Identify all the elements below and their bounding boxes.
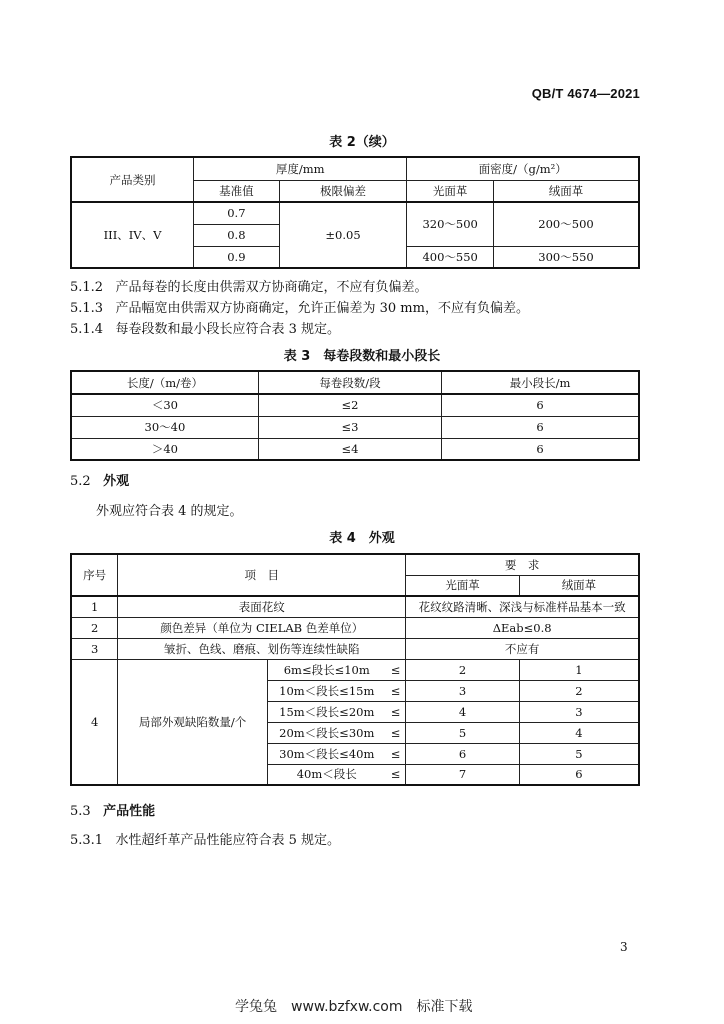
- count-suede: 2: [519, 680, 639, 701]
- table-row: [71, 394, 639, 416]
- footer-tagline: 标准下载: [416, 999, 473, 1015]
- count-smooth: 5: [406, 722, 520, 743]
- length-range: 30m＜段长≤40m: [267, 743, 386, 764]
- cell: ≤2: [258, 394, 441, 416]
- cell: 6: [442, 416, 639, 438]
- clause-text: 每卷段数和最小段长应符合表 3 规定。: [115, 322, 341, 337]
- table-row: [71, 438, 639, 460]
- clause-5-1-3: [70, 297, 529, 316]
- base-value: 0.7: [194, 202, 280, 224]
- clause-text: 产品每卷的长度由供需双方协商确定，不应有负偏差。: [115, 280, 428, 295]
- header-suede: 绒面革: [519, 575, 639, 596]
- length-range: 6m≤段长≤10m: [267, 659, 386, 680]
- row-no: 4: [71, 659, 118, 785]
- header-min-length: 最小段长/m: [442, 371, 639, 394]
- header-requirement: 要 求: [406, 554, 639, 575]
- header-length: 长度/（m/卷）: [71, 371, 258, 394]
- section-number: 5.3: [70, 804, 91, 819]
- density-smooth: 400～550: [407, 246, 494, 268]
- base-value: 0.8: [194, 224, 280, 246]
- count-suede: 1: [519, 659, 639, 680]
- clause-text: 水性超纤革产品性能应符合表 5 规定。: [115, 833, 341, 848]
- row-item: 局部外观缺陷数量/个: [118, 659, 267, 785]
- header-thickness: 厚度/mm: [194, 157, 407, 180]
- operator: ≤: [386, 680, 406, 701]
- operator: ≤: [386, 701, 406, 722]
- header-no: 序号: [71, 554, 118, 596]
- row-no: 2: [71, 617, 118, 638]
- row-requirement: 不应有: [406, 638, 639, 659]
- table-row: [71, 596, 639, 617]
- table3-caption: 表 3 每卷段数和最小段长: [283, 349, 441, 364]
- count-smooth: 4: [406, 701, 520, 722]
- section-title: 产品性能: [103, 804, 156, 819]
- section-5-2-heading: [70, 470, 129, 489]
- category-cell: III、IV、V: [71, 202, 194, 268]
- table2: [70, 156, 640, 269]
- row-item: 皱折、色线、磨痕、划伤等连续性缺陷: [118, 638, 406, 659]
- clause-text: 产品幅宽由供需双方协商确定，允许正偏差为 30 mm，不应有负偏差。: [115, 301, 529, 316]
- length-range: 15m＜段长≤20m: [267, 701, 386, 722]
- count-smooth: 6: [406, 743, 520, 764]
- clause-number: 5.3.1: [70, 833, 104, 848]
- header-smooth: 光面革: [406, 575, 520, 596]
- row-requirement: ΔEab≤0.8: [406, 617, 639, 638]
- table-row: [71, 617, 639, 638]
- cell: ≤4: [258, 438, 441, 460]
- length-range: 40m＜段长: [267, 764, 386, 785]
- cell: ＞40: [71, 438, 258, 460]
- density-smooth: 320～500: [407, 202, 494, 246]
- row-item: 表面花纹: [118, 596, 406, 617]
- table2-caption: 表 2（续）: [329, 135, 395, 150]
- clause-number: 5.1.4: [70, 322, 104, 337]
- count-smooth: 3: [406, 680, 520, 701]
- tolerance-cell: ±0.05: [279, 202, 407, 268]
- count-suede: 6: [519, 764, 639, 785]
- row-no: 3: [71, 638, 118, 659]
- section-5-3-heading: [70, 800, 155, 819]
- header-item: 项 目: [118, 554, 406, 596]
- footer: [235, 996, 486, 1016]
- header-base: 基准值: [194, 180, 280, 202]
- clause-number: 5.1.2: [70, 280, 104, 295]
- count-smooth: 7: [406, 764, 520, 785]
- count-suede: 4: [519, 722, 639, 743]
- count-suede: 3: [519, 701, 639, 722]
- operator: ≤: [386, 659, 406, 680]
- operator: ≤: [386, 722, 406, 743]
- section-title: 外观: [103, 474, 130, 489]
- density-suede: 200～500: [494, 202, 639, 246]
- clause-number: 5.1.3: [70, 301, 104, 316]
- header-suede: 绒面革: [494, 180, 639, 202]
- header-tolerance: 极限偏差: [279, 180, 407, 202]
- table-row: [71, 638, 639, 659]
- standard-code: QB/T 4674—2021: [531, 86, 640, 101]
- row-item: 颜色差异（单位为 CIELAB 色差单位）: [118, 617, 406, 638]
- cell: 6: [442, 438, 639, 460]
- table-row: [71, 202, 639, 224]
- cell: ≤3: [258, 416, 441, 438]
- table-row: [71, 416, 639, 438]
- table3: [70, 370, 640, 461]
- count-suede: 5: [519, 743, 639, 764]
- clause-5-3-1: [70, 829, 340, 848]
- length-range: 20m＜段长≤30m: [267, 722, 386, 743]
- header-segments: 每卷段数/段: [258, 371, 441, 394]
- density-suede: 300～550: [494, 246, 639, 268]
- footer-url[interactable]: www.bzfxw.com: [291, 999, 403, 1015]
- table4-caption: 表 4 外观: [329, 531, 395, 546]
- cell: 30～40: [71, 416, 258, 438]
- cell: ＜30: [71, 394, 258, 416]
- header-density: 面密度/（g/m²）: [407, 157, 639, 180]
- cell: 6: [442, 394, 639, 416]
- table4: [70, 553, 640, 786]
- clause-5-1-4: [70, 318, 340, 337]
- base-value: 0.9: [194, 246, 280, 268]
- operator: ≤: [386, 764, 406, 785]
- section-number: 5.2: [70, 474, 91, 489]
- count-smooth: 2: [406, 659, 520, 680]
- row-no: 1: [71, 596, 118, 617]
- page-number: 3: [620, 940, 628, 954]
- header-category: 产品类别: [71, 157, 194, 202]
- row-requirement: 花纹纹路清晰、深浅与标准样品基本一致: [406, 596, 639, 617]
- header-smooth: 光面革: [407, 180, 494, 202]
- clause-5-1-2: [70, 276, 428, 295]
- footer-site-name: 学兔兔: [235, 999, 277, 1015]
- operator: ≤: [386, 743, 406, 764]
- table-row: [71, 659, 639, 680]
- section-5-2-text: 外观应符合表 4 的规定。: [96, 504, 243, 519]
- length-range: 10m＜段长≤15m: [267, 680, 386, 701]
